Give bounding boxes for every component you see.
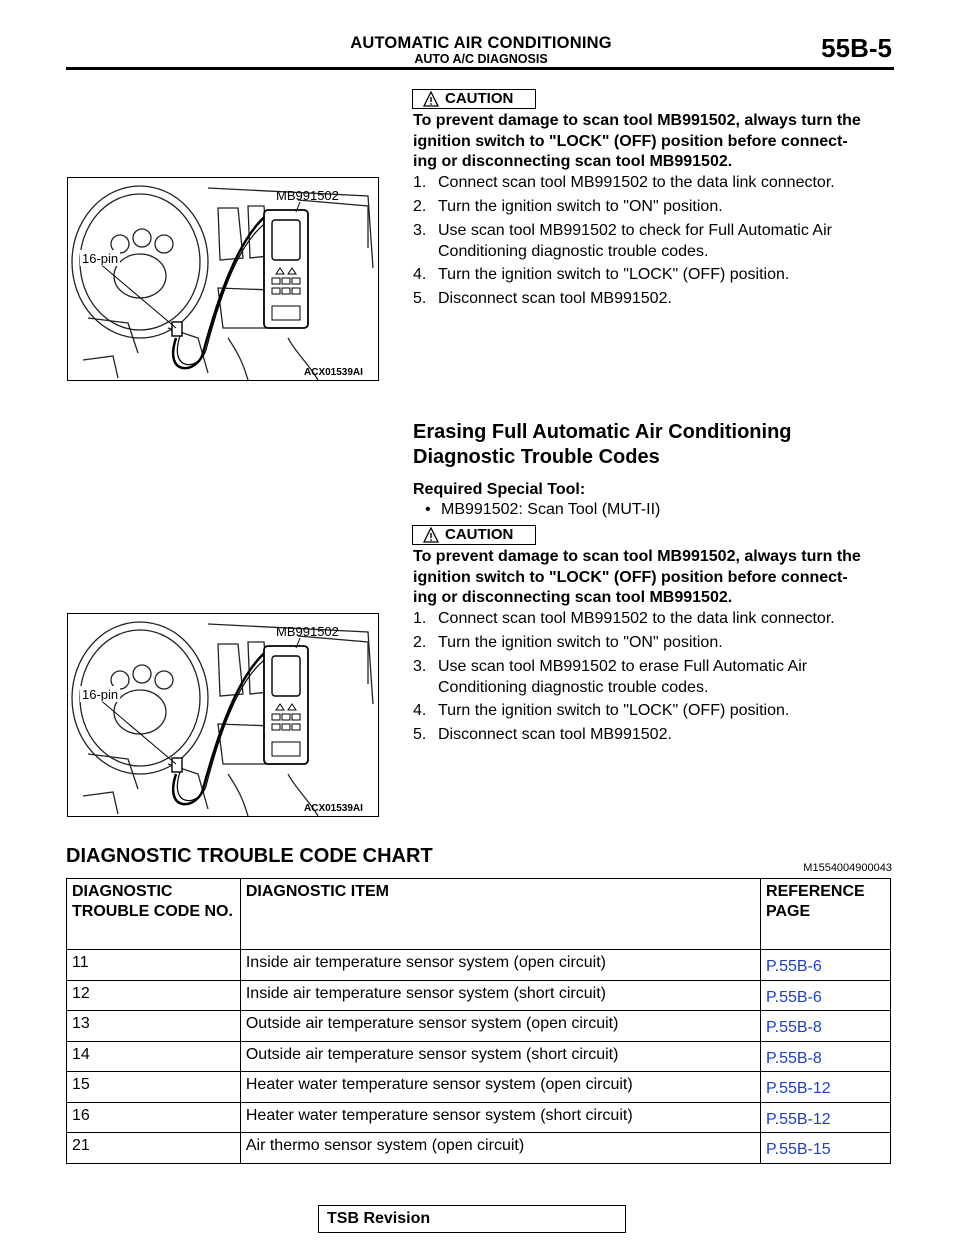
step-item: 2. Turn the ignition switch to "ON" position.: [413, 634, 723, 651]
table-header-row: [67, 879, 891, 950]
page-subtitle: AUTO A/C DIAGNOSIS: [414, 52, 548, 66]
step-item: 4. Turn the ignition switch to "LOCK" (OFF) position.: [413, 702, 790, 719]
reference-link[interactable]: P.55B-8: [761, 1041, 891, 1072]
dtc-item: Outside air temperature sensor system (open circuit): [240, 1011, 760, 1042]
page-title: AUTOMATIC AIR CONDITIONING: [350, 34, 612, 52]
figure-tool-label: MB991502: [276, 624, 339, 639]
caution-label: CAUTION: [445, 90, 514, 107]
column-header: DIAGNOSTIC TROUBLE CODE NO.: [67, 879, 241, 950]
page-number: 55B-5: [821, 33, 892, 63]
step-item: 1. Connect scan tool MB991502 to the data link connector.: [413, 610, 835, 627]
dtc-code: 13: [67, 1011, 241, 1042]
table-row: [67, 950, 891, 981]
section-heading: Erasing Full Automatic Air Conditioning Diagnostic Trouble Codes: [413, 421, 792, 468]
reference-link[interactable]: P.55B-12: [761, 1102, 891, 1133]
reference-link[interactable]: P.55B-15: [761, 1133, 891, 1164]
table-row: [67, 1102, 891, 1133]
figure-tool-label: MB991502: [276, 188, 339, 203]
dtc-item: Heater water temperature sensor system (short circuit): [240, 1102, 760, 1133]
step-item: 3. Use scan tool MB991502 to check for Full Automatic Air Conditioning diagnostic trouble codes.: [413, 222, 832, 260]
warning-triangle-icon: [423, 527, 439, 548]
header-rule: [66, 67, 894, 70]
bullet-icon: •: [425, 501, 431, 518]
table-row: [67, 1041, 891, 1072]
reference-link[interactable]: P.55B-6: [761, 950, 891, 981]
figure-scan-tool-connection: [67, 613, 379, 817]
required-tool-label: Required Special Tool:: [413, 481, 586, 498]
reference-link[interactable]: P.55B-12: [761, 1072, 891, 1103]
step-item: 1. Connect scan tool MB991502 to the data link connector.: [413, 174, 835, 191]
step-item: 5. Disconnect scan tool MB991502.: [413, 726, 672, 743]
figure-code: ACX01539AI: [304, 367, 363, 378]
step-item: 5. Disconnect scan tool MB991502.: [413, 290, 672, 307]
caution-box: [412, 89, 536, 109]
table-row: [67, 1011, 891, 1042]
step-item: 2. Turn the ignition switch to "ON" position.: [413, 198, 723, 215]
dtc-code: 11: [67, 950, 241, 981]
dtc-item: Heater water temperature sensor system (open circuit): [240, 1072, 760, 1103]
dtc-table: [66, 878, 891, 1164]
step-item: 4. Turn the ignition switch to "LOCK" (OFF) position.: [413, 266, 790, 283]
table-row: [67, 1133, 891, 1164]
reference-link[interactable]: P.55B-6: [761, 980, 891, 1011]
dtc-item: Outside air temperature sensor system (short circuit): [240, 1041, 760, 1072]
table-row: [67, 1072, 891, 1103]
dtc-code: 16: [67, 1102, 241, 1133]
dtc-code: 15: [67, 1072, 241, 1103]
dtc-code: 14: [67, 1041, 241, 1072]
chart-code: M1554004900043: [803, 862, 892, 874]
caution-label: CAUTION: [445, 526, 514, 543]
table-row: [67, 980, 891, 1011]
step-item: 3. Use scan tool MB991502 to erase Full Automatic Air Conditioning diagnostic trouble codes.: [413, 658, 808, 696]
figure-code: ACX01539AI: [304, 803, 363, 814]
tsb-revision-box: TSB Revision: [318, 1205, 626, 1233]
column-header: REFERENCE PAGE: [761, 879, 891, 950]
dtc-item: Inside air temperature sensor system (open circuit): [240, 950, 760, 981]
list-item: • MB991502: Scan Tool (MUT-II): [425, 501, 661, 518]
caution-text: To prevent damage to scan tool MB991502, always turn the ignition switch to "LOCK" (OFF) position before connect- ing or disconnecting scan tool MB991502.: [413, 112, 861, 170]
chart-title: DIAGNOSTIC TROUBLE CODE CHART: [66, 845, 433, 867]
figure-pin-label: 16-pin: [82, 687, 119, 702]
caution-box: [412, 525, 536, 545]
warning-triangle-icon: [423, 91, 439, 112]
column-header: DIAGNOSTIC ITEM: [240, 879, 760, 950]
dtc-item: Air thermo sensor system (open circuit): [240, 1133, 760, 1164]
dtc-code: 21: [67, 1133, 241, 1164]
figure-scan-tool-connection: [67, 177, 379, 381]
dtc-code: 12: [67, 980, 241, 1011]
dtc-item: Inside air temperature sensor system (short circuit): [240, 980, 760, 1011]
figure-pin-label: 16-pin: [82, 251, 119, 266]
reference-link[interactable]: P.55B-8: [761, 1011, 891, 1042]
caution-text: To prevent damage to scan tool MB991502, always turn the ignition switch to "LOCK" (OFF) position before connect- ing or disconnecting scan tool MB991502.: [413, 548, 861, 606]
